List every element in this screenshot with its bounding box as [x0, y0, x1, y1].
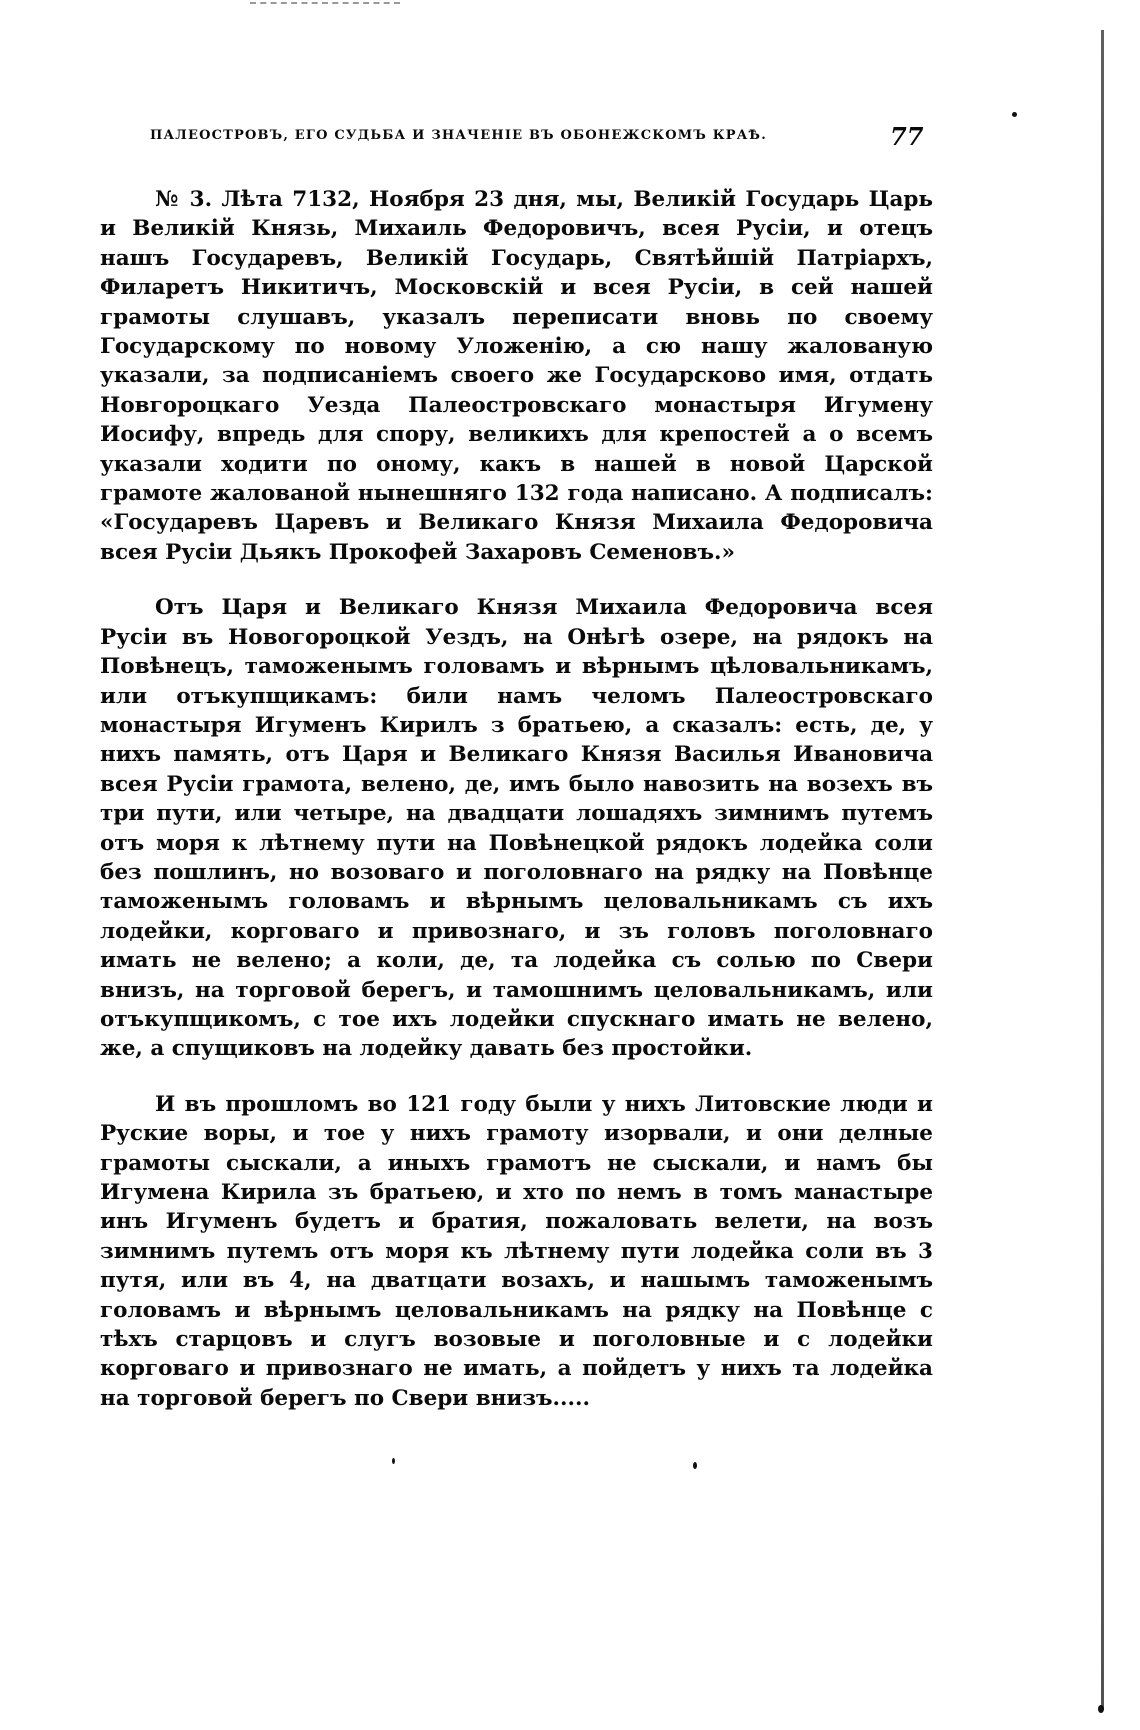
page-number: 77 — [890, 122, 924, 151]
ink-speck — [1012, 112, 1017, 117]
ink-speck — [392, 1458, 395, 1464]
paragraph-tsar-letter: Отъ Царя и Великаго Князя Михаила Федоровича всея Русіи въ Новогороцкой Уездъ, на Онѣгѣ озере, на рядокъ на Повѣнецъ, таможенымъ головамъ и вѣрнымъ цѣловальникамъ, или отъкупщикамъ: били намъ челомъ Палеостровскаго монастыря Игуменъ Кирилъ з братьею, а сказалъ: есть, де, у нихъ память, отъ Царя и Великаго Князя Василья Ивановича всея Русіи грамота, велено, де, имъ было навозить на возехъ въ три пути, или четыре, на двадцати лошадяхъ зимнимъ путемъ отъ моря к лѣтнему пути на Повѣнецкой рядокъ лодейка соли без пошлинъ, но возоваго и поголовнаго на рядку на Повѣнце таможенымъ головамъ и вѣрнымъ целовальникамъ съ ихъ лодейки, корговаго и привознаго, и зъ головъ поголовнаго имать не велено; а коли, де, та лодейка съ солью по Свери внизъ, на торговой берегъ, и тамошнимъ целовальникамъ, или отъкупщикомъ, с тое ихъ лодейки спускнаго имать не велено, же, а спущиковъ на лодейку давать без простойки. — [100, 595, 933, 1062]
ink-speck — [693, 1462, 697, 1469]
ink-speck — [1098, 1705, 1104, 1713]
binding-edge-line — [1101, 30, 1104, 1710]
scan-artifact-dash — [250, 2, 400, 6]
paragraph-charter-no3: № 3. Лѣта 7132, Ноября 23 дня, мы, Великій Государь Царь и Великій Князь, Михаиль Федоровичъ, всея Русіи, и отецъ нашъ Государевъ, Великій Государь, Святѣйшій Патріархъ, Филаретъ Никитичъ, Московскій и всея Русіи, в сей нашей грамоты слушавъ, указалъ переписати вновь по своему Государскому по новому Уложенію, а сю нашу жалованую указали, за подписаніемъ своего же Государсково имя, отдать Новгороцкаго Уезда Палеостровскаго монастыря Игумену Иосифу, впредь для спору, великихъ для крепостей а о всемъ указали ходити по оному, какъ в нашей в новой Царской грамоте жалованой нынешняго 132 года написано. А подписалъ: «Государевъ Царевъ и Великаго Князя Михаила Федоровича всея Русіи Дьякъ Прокофей Захаровъ Семеновъ.» — [100, 187, 933, 565]
paragraph-past-year: И въ прошломъ во 121 году были у нихъ Литовские люди и Руские воры, и тое у нихъ грамоту изорвали, и они делные грамоты сыскали, а иныхъ грамотъ не сыскали, и намъ бы Игумена Кирила зъ братьею, и хто по немъ в томъ манастыре инъ Игуменъ будетъ и братия, пожаловать велети, на возъ зимнимъ путемъ отъ моря къ лѣтнему пути лодейка соли въ 3 путя, или въ 4, на дватцати возахъ, и нашымъ таможенымъ головамъ и вѣрнымъ целовальникамъ на рядку на Повѣнце с тѣхъ старцовъ и слугъ возовые и поголовные и с лодейки корговаго и привознаго не имать, а пойдетъ у нихъ та лодейка на торговой берегъ по Свери внизъ..... — [100, 1091, 933, 1411]
body-text — [100, 185, 933, 1413]
running-title: ПАЛЕОСТРОВЪ, ЕГО СУДЬБА И ЗНАЧЕНІЕ ВЪ ОБОНЕЖСКОМЪ КРАѢ. — [150, 128, 767, 143]
